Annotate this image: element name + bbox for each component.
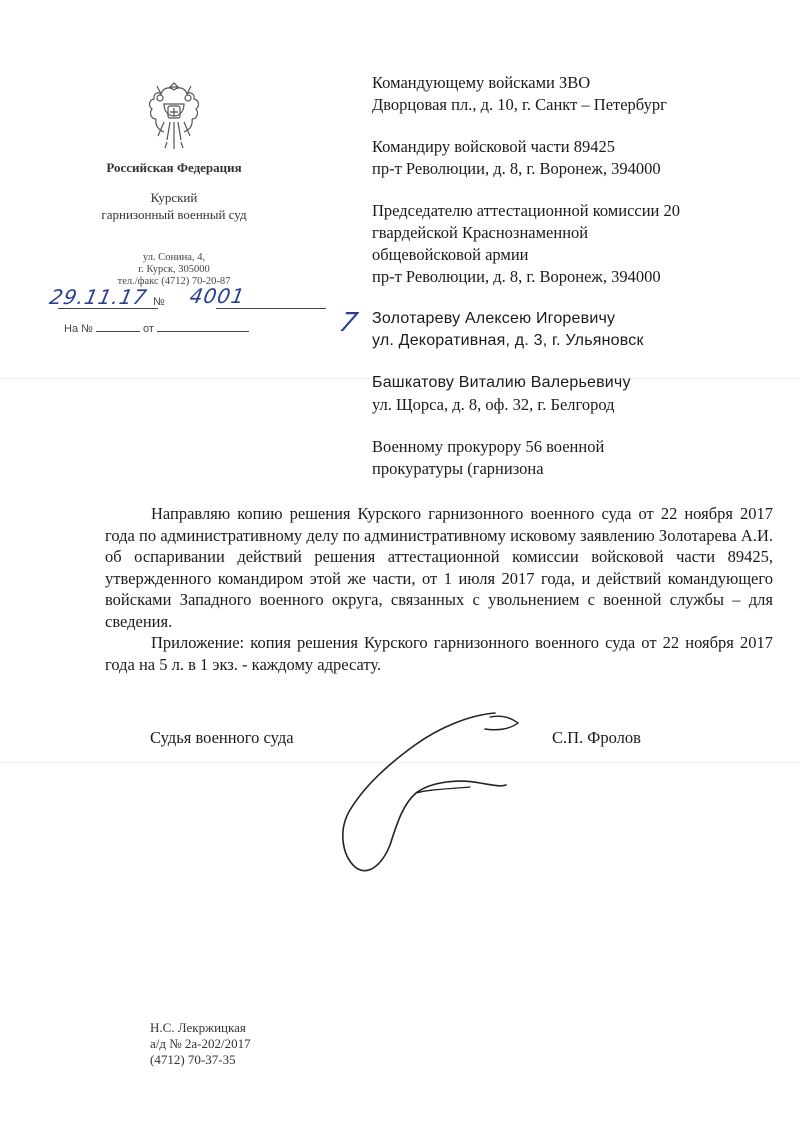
recipient-line: ул. Щорса, д. 8, оф. 32, г. Белгород	[372, 395, 615, 414]
recipients-block	[372, 72, 772, 500]
recipient-line: Командиру войсковой части 89425	[372, 137, 615, 156]
court-address	[70, 252, 278, 288]
court-name-line1: Курский	[150, 190, 198, 205]
signer-title: Судья военного суда	[150, 728, 294, 747]
court-name	[70, 189, 278, 223]
recipient-line: пр-т Революции, д. 8, г. Воронеж, 394000	[372, 159, 661, 178]
body-paragraph-main: Направляю копию решения Курского гарнизонного военного суда от 22 ноября 2017 года по административному делу по административному исковому заявлению Золотарева А.И. об оспаривании действий решения аттестационной комиссии войсковой части 89425, утвержденного командиром этой же части, от 1 июля 2017 года, и действий командующего войсками Западного военного округа, связанных с увольнением с военной службы – для сведения.	[105, 504, 773, 631]
recipient-line: ул. Декоративная, д. 3, г. Ульяновск	[372, 332, 644, 349]
recipient-line: Военному прокурору 56 военной	[372, 437, 605, 456]
court-address-phone: тел./факс (4712) 70-20-87	[117, 276, 231, 287]
executor-phone: (4712) 70-37-35	[150, 1052, 236, 1067]
signer-name: С.П. Фролов	[552, 728, 641, 747]
court-name-line2: гарнизонный военный суд	[101, 207, 247, 222]
letter-body	[105, 503, 773, 675]
executor-name: Н.С. Лекржицкая	[150, 1020, 246, 1035]
recipient-line: Башкатову Виталию Валерьевичу	[372, 374, 631, 391]
recipient-line: Председателю аттестационной комиссии 20	[372, 201, 681, 220]
executor-case-number: а/д № 2а-202/2017	[150, 1036, 251, 1051]
recipient-line: общевойсковой армии	[372, 245, 529, 264]
recipient-line: Золотареву Алексею Игоревичу	[372, 310, 616, 327]
country-name: Российская Федерация	[106, 160, 242, 175]
reference-date-blank	[157, 331, 249, 332]
handwritten-outgoing-number: 4001	[187, 284, 248, 308]
recipient-zvo-commander	[372, 72, 772, 116]
body-paragraph-attachment: Приложение: копия решения Курского гарнизонного военного суда от 22 ноября 2017 года на 5 л. в 1 экз. - каждому адресату.	[105, 633, 773, 674]
executor-info	[150, 1020, 251, 1068]
double-headed-eagle-emblem-icon	[141, 82, 207, 150]
recipient-bashkatov	[372, 372, 772, 416]
reference-number-blank	[96, 331, 140, 332]
recipient-line: пр-т Революции, д. 8, г. Воронеж, 394000	[372, 267, 661, 286]
recipient-military-prosecutor	[372, 436, 772, 480]
recipient-line: гвардейской Краснознаменной	[372, 223, 589, 242]
recipient-zolotarev	[372, 308, 772, 352]
recipient-line: Командующему войсками ЗВО	[372, 73, 591, 92]
court-address-street: ул. Сонина, 4,	[142, 252, 206, 263]
handwritten-outgoing-date: 29.11.17	[47, 285, 150, 309]
reference-line	[64, 323, 249, 335]
recipient-unit-commander	[372, 136, 772, 180]
handwritten-recipient-mark: 7	[335, 308, 361, 338]
handwritten-signature	[320, 705, 530, 885]
reference-label-na: На №	[64, 323, 93, 335]
recipient-line: прокуратуры (гарнизона	[372, 459, 544, 478]
number-sign: №	[153, 296, 165, 308]
recipient-line: Дворцовая пл., д. 10, г. Санкт – Петербург	[372, 95, 667, 114]
recipient-attestation-commission	[372, 200, 772, 288]
reference-label-ot: от	[143, 323, 154, 335]
court-address-city: г. Курск, 305000	[138, 264, 210, 275]
number-underline	[216, 308, 326, 309]
